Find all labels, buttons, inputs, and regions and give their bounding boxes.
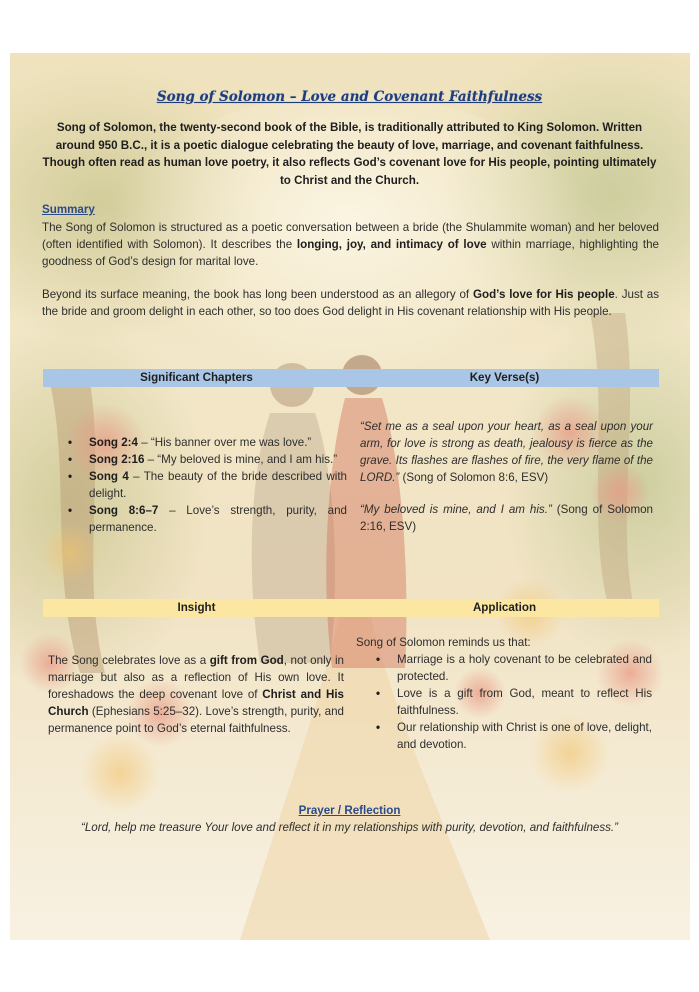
prayer-heading: Prayer / Reflection xyxy=(298,804,401,817)
list-item: • Song 2:4 – “His banner over me was love.” xyxy=(68,434,347,451)
insight-text: The Song celebrates love as a gift from God, not only in marriage but also as a reflection of His own love. It foreshadows the deep covenant love of Christ and His Church (Ephesians 5:25–32). Love’s strength, purity, and permanence point to God’s eternal faithfulness. xyxy=(48,654,344,735)
summary-heading: Summary xyxy=(42,203,95,216)
list-item: • Song 2:16 – “My beloved is mine, and I am his.” xyxy=(68,451,347,468)
key-verse-1: “Set me as a seal upon your heart, as a seal upon your arm, for love is strong as death, jealousy is fierce as the grave. Its flashes are flashes of fire, the very flame of the LORD.” (Song of Solomon 8:6, ESV) xyxy=(360,420,653,484)
application-intro: Song of Solomon reminds us that: xyxy=(356,636,531,649)
significant-chapters-header: Significant Chapters xyxy=(43,369,350,387)
list-item: • Song 8:6–7 – Love’s strength, purity, and permanence. xyxy=(68,502,347,536)
prayer-text: “Lord, help me treasure Your love and reflect it in my relationships with purity, devotion, and faithfulness.” xyxy=(80,821,619,834)
summary-paragraph-2: Beyond its surface meaning, the book has long been understood as an allegory of God’s love for His people. Just as the bride and groom delight in each other, so too does God delight in His covenant relationship with His people. xyxy=(42,288,660,318)
chapters-list xyxy=(68,434,347,536)
summary-paragraph-1: The Song of Solomon is structured as a poetic conversation between a bride (the Shulammite woman) and her beloved (often identified with Solomon). It describes the longing, joy, and intimacy of love within marriage, highlighting the goodness of God’s design for marital love. xyxy=(42,221,659,268)
application-list xyxy=(376,651,652,753)
key-verse-2: “My beloved is mine, and I am his.” (Song of Solomon 2:16, ESV) xyxy=(360,503,653,533)
key-verses-header: Key Verse(s) xyxy=(350,369,659,387)
insight-header: Insight xyxy=(43,599,350,617)
list-item: • Our relationship with Christ is one of love, delight, and devotion. xyxy=(376,719,652,753)
intro-paragraph: Song of Solomon, the twenty-second book of the Bible, is traditionally attributed to King Solomon. Written around 950 B.C., it is a poetic dialogue celebrating the beauty of love, marriage, and covenant faithfulness. Though often read as human love poetry, it also reflects God’s covenant love for His people, pointing ultimately to Christ and the Church. xyxy=(42,121,657,187)
list-item: • Marriage is a holy covenant to be celebrated and protected. xyxy=(376,651,652,685)
list-item: • Song 4 – The beauty of the bride described with delight. xyxy=(68,468,347,502)
page-title: Song of Solomon – Love and Covenant Faithfulness xyxy=(156,89,543,105)
list-item: • Love is a gift from God, meant to reflect His faithfulness. xyxy=(376,685,652,719)
application-header: Application xyxy=(350,599,659,617)
